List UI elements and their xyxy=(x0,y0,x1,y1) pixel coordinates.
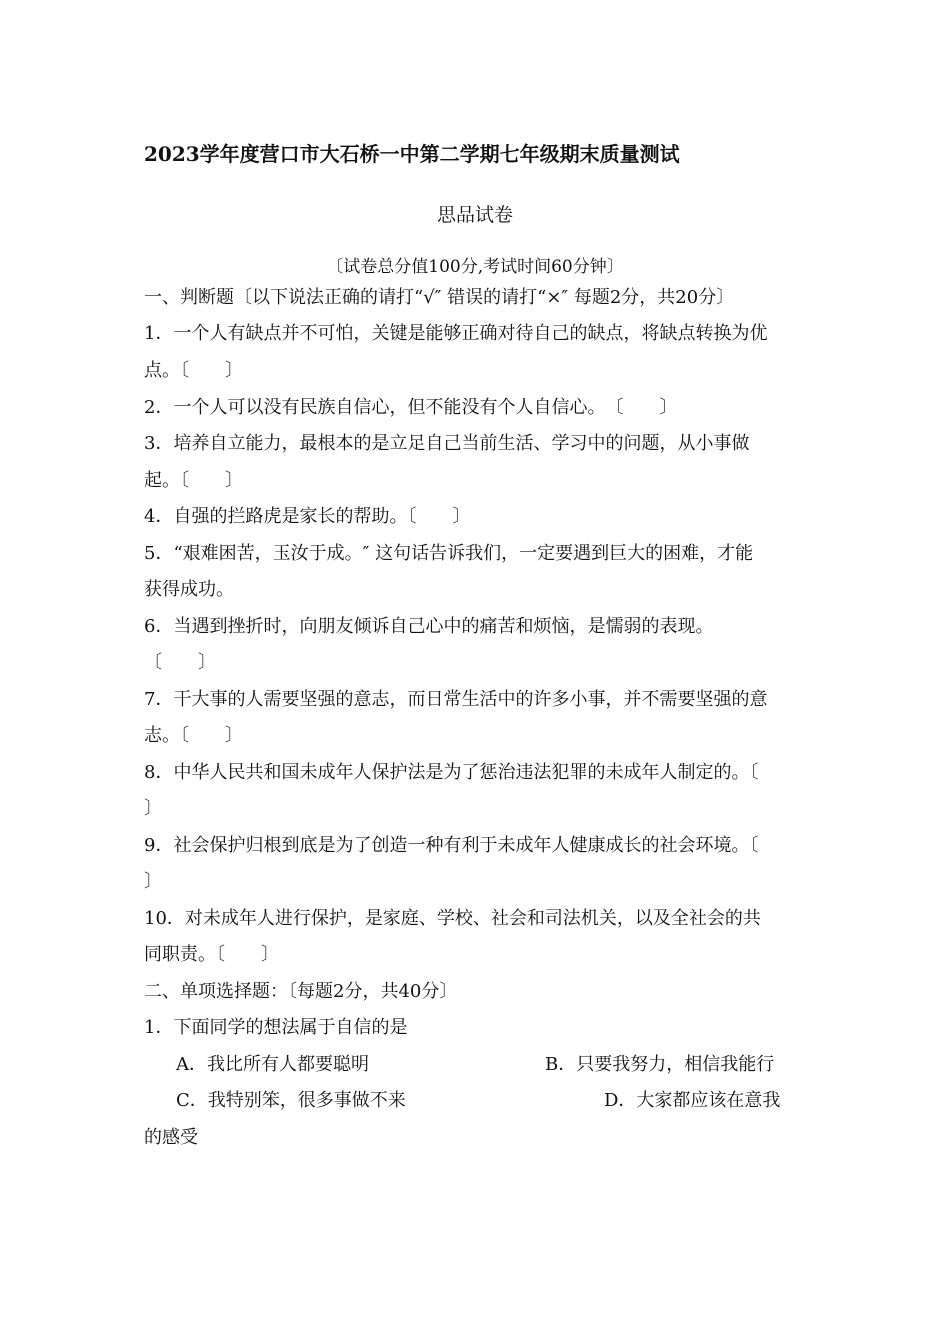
option-c: C．我特别笨，很多事做不来 xyxy=(176,1090,406,1111)
question-stem: 1．下面同学的想法属于自信的是 xyxy=(144,1017,408,1038)
option-d-continued: 的感受 xyxy=(144,1127,198,1148)
question-line: 1．一个人有缺点并不可怕，关键是能够正确对待自己的缺点，将缺点转换为优 xyxy=(144,323,768,344)
question-line: 3．培养自立能力，最根本的是立足自己当前生活、学习中的问题，从小事做 xyxy=(144,433,750,454)
question-line: 起。〔 〕 xyxy=(144,470,243,491)
section2-heading: 二、单项选择题：〔每题2分，共40分〕 xyxy=(144,981,458,1002)
question-line: 7．干大事的人需要坚强的意志，而日常生活中的许多小事，并不需要坚强的意 xyxy=(144,689,768,710)
question-line: 9．社会保护归根到底是为了创造一种有利于未成年人健康成长的社会环境。〔 xyxy=(144,835,759,856)
question-line: 〔 〕 xyxy=(144,652,216,673)
option-a: A．我比所有人都要聪明 xyxy=(176,1054,369,1075)
option-b: B．只要我努力，相信我能行 xyxy=(545,1054,775,1075)
exam-subtitle: 思品试卷 xyxy=(436,204,513,226)
question-line: 10．对未成年人进行保护，是家庭、学校、社会和司法机关，以及全社会的共 xyxy=(144,908,761,929)
exam-note: 〔试卷总分值100分,考试时间60分钟〕 xyxy=(326,257,624,277)
question-line: 〕 xyxy=(144,871,162,892)
question-line: 志。〔 〕 xyxy=(144,725,243,746)
option-d: D．大家都应该在意我 xyxy=(604,1090,781,1111)
question-line: 2．一个人可以没有民族自信心，但不能没有个人自信心。 〔 〕 xyxy=(144,397,678,418)
question-line: 6．当遇到挫折时，向朋友倾诉自己心中的痛苦和烦恼，是懦弱的表现。 xyxy=(144,616,714,637)
question-line: 获得成功。 xyxy=(144,579,234,600)
question-line: 5．“艰难困苦，玉汝于成。″ 这句话告诉我们，一定要遇到巨大的困难，才能 xyxy=(144,543,754,564)
question-line: 〕 xyxy=(144,798,162,819)
exam-title: 2023学年度营口市大石桥一中第二学期七年级期末质量测试 xyxy=(144,142,680,166)
question-line: 4．自强的拦路虎是家长的帮助。〔 〕 xyxy=(144,506,471,527)
section1-heading: 一、判断题〔以下说法正确的请打“√″ 错误的请打“×″ 每题2分，共20分〕 xyxy=(144,287,735,308)
question-line: 8．中华人民共和国未成年人保护法是为了惩治违法犯罪的未成年人制定的。〔 xyxy=(144,762,759,783)
question-line: 同职责。〔 〕 xyxy=(144,944,279,965)
question-line: 点。〔 〕 xyxy=(144,360,243,381)
